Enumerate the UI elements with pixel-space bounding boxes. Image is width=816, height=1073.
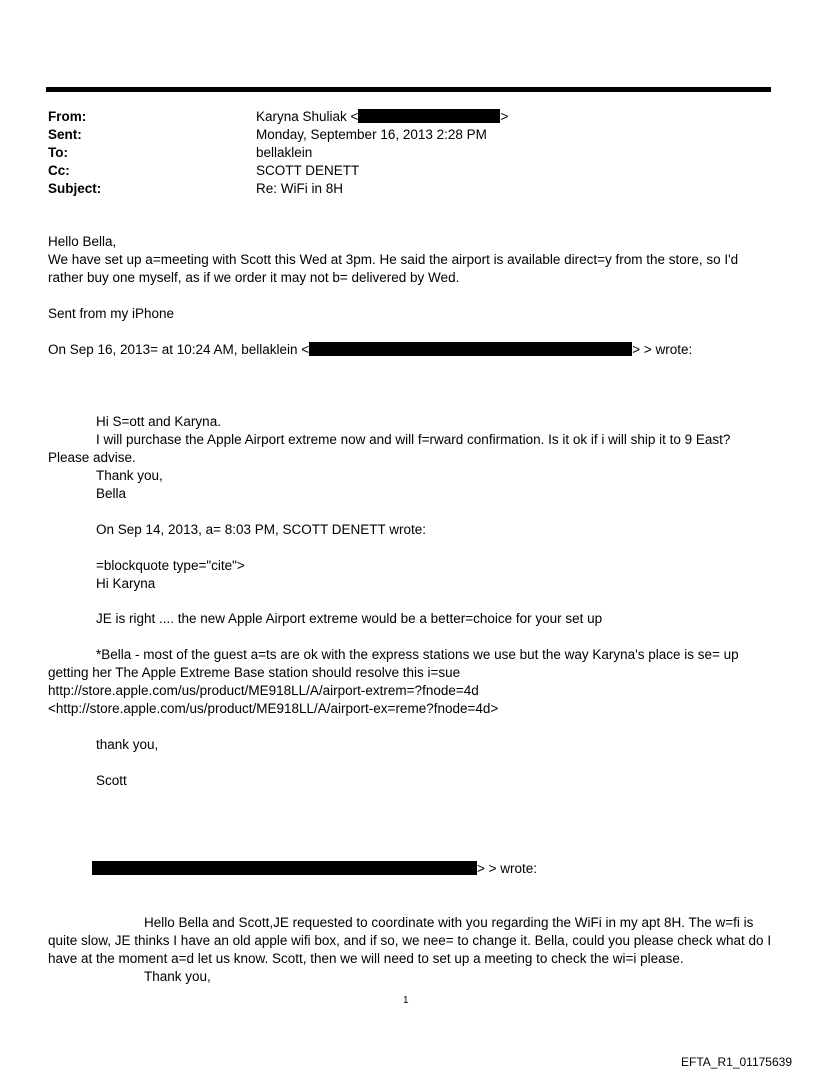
- subject-label: Subject:: [48, 181, 102, 196]
- body-line: getting her The Apple Extreme Base station should resolve this i=sue: [48, 665, 461, 680]
- body-line: Hi Karyna: [96, 576, 156, 591]
- quote-header: On Sep 14, 2013, a= 8:03 PM, SCOTT DENETT wrote:: [96, 522, 427, 537]
- redaction-bar: [309, 342, 632, 356]
- cc-value: SCOTT DENETT: [256, 163, 360, 178]
- body-line: rather buy one myself, as if we order it may not b= delivered by Wed.: [48, 270, 460, 285]
- from-close: >: [500, 109, 509, 124]
- to-label: To:: [48, 145, 68, 160]
- sent-label: Sent:: [48, 127, 82, 142]
- store-link[interactable]: <http://store.apple.com/us/product/ME918LL/A/airport-ex=reme?fnode=4d>: [48, 701, 499, 716]
- body-line: Thank you,: [96, 468, 163, 483]
- header-rule: [46, 87, 771, 92]
- signature: Bella: [96, 486, 127, 501]
- body-line: Hello Bella and Scott,JE requested to coordinate with you regarding the WiFi in my apt 8H. The w=fi is: [144, 915, 754, 930]
- redaction-bar: [358, 109, 500, 123]
- body-line: We have set up a=meeting with Scott this Wed at 3pm. He said the airport is available direct=y from the store, so I'd: [48, 252, 739, 267]
- body-line: quite slow, JE thinks I have an old apple wifi box, and if so, we nee= to change it. Bella, could you please check what do I: [48, 933, 772, 948]
- body-line: *Bella - most of the guest a=ts are ok with the express stations we use but the way Karyna's place is se= up: [96, 647, 739, 662]
- body-line: I will purchase the Apple Airport extreme now and will f=rward confirmation. Is it ok if i will ship it to 9 East?: [96, 432, 731, 447]
- body-line: Thank you,: [144, 969, 211, 984]
- redaction-bar: [92, 861, 477, 875]
- body-line: Hi S=ott and Karyna.: [96, 414, 221, 429]
- body-line: thank you,: [96, 737, 159, 752]
- page-number: 1: [403, 995, 409, 1006]
- sent-value: Monday, September 16, 2013 2:28 PM: [256, 127, 487, 142]
- cc-label: Cc:: [48, 163, 70, 178]
- body-line: JE is right .... the new Apple Airport extreme would be a better=choice for your set up: [96, 611, 603, 626]
- quote-header: > > wrote:: [92, 860, 537, 878]
- from-label: From:: [48, 109, 87, 124]
- body-line: have at the moment a=d let us know. Scott, then we will need to set up a meeting to check the wi=i please.: [48, 951, 684, 966]
- sent-from: Sent from my iPhone: [48, 306, 175, 321]
- quote-header: On Sep 16, 2013= at 10:24 AM, bellaklein < > > wrote:: [48, 342, 693, 357]
- to-value: bellaklein: [256, 145, 313, 160]
- from-name: Karyna Shuliak <: [256, 109, 359, 124]
- document-id: EFTA_R1_01175639: [681, 1055, 792, 1069]
- greeting: Hello Bella,: [48, 234, 117, 249]
- body-line: Please advise.: [48, 450, 136, 465]
- subject-value: Re: WiFi in 8H: [256, 181, 344, 196]
- body-line: =blockquote type="cite">: [96, 558, 245, 573]
- store-link[interactable]: http://store.apple.com/us/product/ME918LL/A/airport-extrem=?fnode=4d: [48, 683, 479, 698]
- signature: Scott: [96, 773, 127, 788]
